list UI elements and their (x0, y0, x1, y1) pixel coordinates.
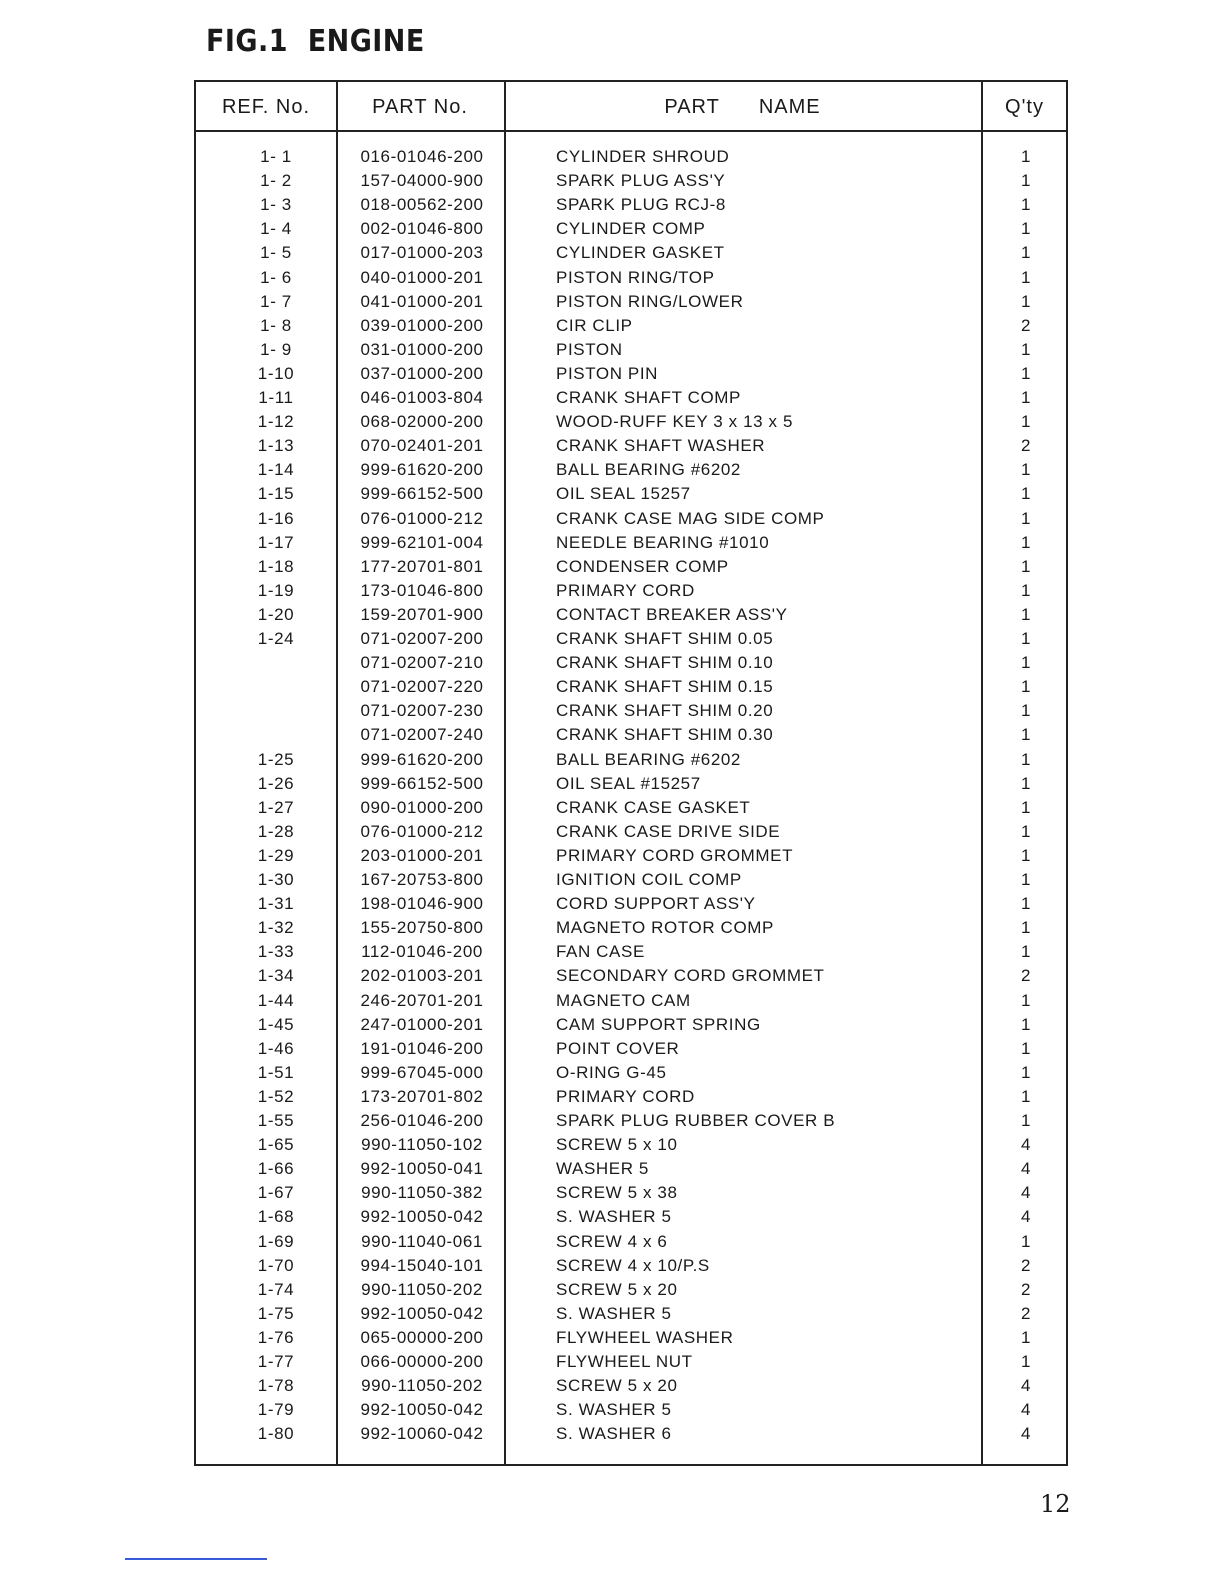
part-no-cell: 071-02007-200 (360, 629, 484, 648)
ref-cell: 1- 7 (260, 291, 292, 311)
qty-cell: 1 (1020, 412, 1032, 432)
table-row (196, 458, 1066, 482)
part-no-cell: 990-11040-061 (361, 1231, 483, 1251)
part-no-cell: 246-20701-201 (360, 990, 484, 1010)
part-no-cell: 990-11050-202 (361, 1376, 483, 1396)
part-name-cell: S. WASHER 5 (556, 1207, 672, 1227)
part-no-cell: 037-01000-200 (360, 363, 484, 383)
ref-cell: 1-77 (257, 1352, 295, 1371)
part-name-cell: CRANK SHAFT WASHER (556, 436, 766, 456)
part-no-cell: 173-20701-802 (360, 1086, 484, 1106)
part-name-cell: OIL SEAL #15257 (556, 773, 701, 793)
ref-cell: 1- 4 (260, 219, 292, 239)
part-no-cell: 990-11050-382 (361, 1183, 483, 1203)
qty-cell: 1 (1020, 1014, 1032, 1034)
table-row (196, 1133, 1066, 1157)
table-row (196, 145, 1066, 169)
part-name-cell: BALL BEARING #6202 (556, 749, 741, 769)
part-name-cell: SPARK PLUG ASS'Y (556, 171, 726, 191)
ref-cell: 1-44 (257, 990, 295, 1010)
part-no-cell: 040-01000-201 (360, 267, 484, 287)
part-no-cell: 018-00562-200 (360, 195, 484, 215)
table-row (196, 507, 1066, 531)
table-row (196, 675, 1066, 699)
table-row (196, 796, 1066, 820)
ref-cell: 1-75 (257, 1303, 295, 1323)
table-row (196, 1350, 1066, 1374)
part-no-cell: 999-66152-500 (360, 484, 484, 504)
qty-cell: 1 (1020, 749, 1032, 769)
part-name-cell: PISTON (556, 339, 623, 359)
header-qty: Q'ty (1005, 96, 1044, 118)
part-name-cell: PISTON RING/LOWER (556, 291, 744, 311)
part-no-cell: 159-20701-900 (360, 604, 484, 624)
table-row (196, 844, 1066, 868)
qty-cell: 1 (1020, 363, 1032, 383)
qty-cell: 1 (1020, 1352, 1032, 1371)
qty-cell: 1 (1020, 653, 1032, 673)
figure-label: FIG.1 (206, 24, 288, 59)
part-no-cell: 992-10050-042 (360, 1207, 484, 1227)
qty-cell: 1 (1020, 1327, 1032, 1347)
qty-cell: 2 (1020, 966, 1032, 986)
qty-cell: 1 (1020, 291, 1032, 311)
table-row (196, 940, 1066, 964)
qty-cell: 1 (1020, 773, 1032, 793)
ref-cell: 1- 2 (260, 171, 292, 191)
part-no-cell: 016-01046-200 (360, 147, 484, 166)
qty-cell: 1 (1020, 845, 1032, 865)
page-number: 12 (1040, 1490, 1071, 1518)
ref-cell: 1-80 (257, 1424, 295, 1444)
qty-cell: 1 (1020, 388, 1032, 407)
part-name-cell: IGNITION COIL COMP (556, 870, 742, 889)
ref-cell: 1-26 (257, 773, 295, 793)
table-row (196, 1205, 1066, 1229)
qty-cell: 1 (1020, 1111, 1032, 1130)
part-name-cell: PISTON PIN (556, 363, 659, 383)
qty-cell: 1 (1020, 870, 1032, 889)
qty-cell: 1 (1020, 1038, 1032, 1058)
table-row (196, 1181, 1066, 1205)
part-name-cell: SCREW 5 x 38 (556, 1183, 678, 1203)
ref-cell: 1-12 (257, 412, 295, 432)
ref-cell: 1-34 (257, 966, 295, 986)
part-no-cell: 071-02007-230 (360, 701, 484, 721)
part-no-cell: 076-01000-212 (360, 821, 484, 841)
part-no-cell: 999-61620-200 (360, 460, 484, 480)
part-name-cell: CRANK CASE DRIVE SIDE (556, 821, 781, 841)
qty-cell: 1 (1020, 701, 1032, 721)
table-row (196, 699, 1066, 723)
ref-cell: 1-18 (257, 556, 295, 576)
part-name-cell: OIL SEAL 15257 (556, 484, 691, 504)
part-name-cell: SECONDARY CORD GROMMET (556, 966, 825, 986)
qty-cell: 1 (1020, 797, 1032, 817)
part-name-cell: MAGNETO ROTOR COMP (556, 918, 774, 938)
table-row (196, 603, 1066, 627)
part-name-cell: CYLINDER COMP (556, 219, 706, 239)
qty-cell: 1 (1020, 942, 1032, 962)
part-name-cell: CRANK SHAFT SHIM 0.05 (556, 629, 774, 648)
part-no-cell: 070-02401-201 (360, 436, 484, 456)
ref-cell: 1-11 (258, 388, 294, 407)
part-name-cell: FLYWHEEL WASHER (556, 1327, 734, 1347)
ref-cell: 1-19 (257, 580, 295, 600)
part-name-cell: CYLINDER GASKET (556, 243, 725, 263)
part-no-cell: 039-01000-200 (360, 315, 484, 335)
qty-cell: 1 (1020, 677, 1032, 697)
qty-cell: 1 (1020, 556, 1032, 576)
part-no-cell: 031-01000-200 (360, 339, 484, 359)
part-name-cell: SCREW 4 x 10/P.S (556, 1255, 710, 1275)
table-row (196, 651, 1066, 675)
qty-cell: 1 (1020, 629, 1032, 648)
ref-cell: 1- 1 (260, 147, 292, 166)
part-name-cell: BALL BEARING #6202 (556, 460, 741, 480)
part-no-cell: 992-10060-042 (360, 1424, 484, 1444)
part-no-cell: 198-01046-900 (360, 894, 484, 914)
table-row (196, 723, 1066, 747)
table-row (196, 169, 1066, 193)
ref-cell: 1- 3 (260, 195, 292, 215)
part-no-cell: 041-01000-201 (360, 291, 484, 311)
table-row (196, 1085, 1066, 1109)
table-row (196, 868, 1066, 892)
part-no-cell: 202-01003-201 (360, 966, 484, 986)
part-name-cell: SCREW 5 x 10 (556, 1135, 678, 1155)
part-name-cell: CRANK SHAFT SHIM 0.30 (556, 725, 774, 745)
part-name-cell: SCREW 5 x 20 (556, 1376, 678, 1396)
part-name-cell: S. WASHER 6 (556, 1424, 672, 1444)
qty-cell: 1 (1020, 821, 1032, 841)
part-name-cell: WASHER 5 (556, 1159, 649, 1179)
table-row (196, 1278, 1066, 1302)
part-name-cell: CAM SUPPORT SPRING (556, 1014, 761, 1034)
ref-cell: 1-24 (257, 629, 295, 648)
part-no-cell: 017-01000-203 (360, 243, 484, 263)
qty-cell: 1 (1020, 484, 1032, 504)
part-name-cell: FAN CASE (556, 942, 645, 962)
part-no-cell: 999-67045-000 (360, 1062, 484, 1082)
ref-cell: 1-20 (257, 604, 295, 624)
ref-cell: 1-52 (257, 1086, 295, 1106)
part-name-cell: WOOD-RUFF KEY 3 x 13 x 5 (556, 412, 794, 432)
part-no-cell: 173-01046-800 (360, 580, 484, 600)
ref-cell: 1-67 (257, 1183, 295, 1203)
part-no-cell: 999-61620-200 (360, 749, 484, 769)
ref-cell: 1- 6 (260, 267, 292, 287)
ref-cell: 1- 5 (260, 243, 292, 263)
ref-cell: 1-13 (257, 436, 295, 456)
table-row (196, 338, 1066, 362)
table-row (196, 1230, 1066, 1254)
figure-name: ENGINE (307, 24, 425, 59)
qty-cell: 4 (1020, 1400, 1032, 1420)
ref-cell: 1-76 (257, 1327, 295, 1347)
part-no-cell: 247-01000-201 (360, 1014, 484, 1034)
part-name-cell: CYLINDER SHROUD (556, 147, 730, 166)
qty-cell: 4 (1020, 1207, 1032, 1227)
ref-cell: 1-29 (257, 845, 295, 865)
ref-cell: 1-10 (257, 363, 295, 383)
ref-cell: 1-68 (257, 1207, 295, 1227)
table-row (196, 989, 1066, 1013)
ref-cell: 1- 9 (260, 339, 292, 359)
qty-cell: 2 (1020, 1303, 1032, 1323)
table-row (196, 241, 1066, 265)
ref-cell: 1-45 (257, 1014, 295, 1034)
header-part-no: PART No. (372, 96, 468, 118)
parts-table (194, 80, 1068, 1466)
part-no-cell: 002-01046-800 (360, 219, 484, 239)
table-row (196, 964, 1066, 988)
qty-cell: 4 (1020, 1159, 1032, 1179)
ref-cell: 1-51 (257, 1062, 295, 1082)
part-name-cell: MAGNETO CAM (556, 990, 691, 1010)
table-row (196, 748, 1066, 772)
part-no-cell: 071-02007-210 (360, 653, 484, 673)
table-row (196, 362, 1066, 386)
table-row (196, 290, 1066, 314)
part-name-cell: CORD SUPPORT ASS'Y (556, 894, 756, 914)
qty-cell: 1 (1020, 725, 1032, 745)
ref-cell: 1-17 (257, 532, 295, 552)
ref-cell: 1-55 (257, 1111, 295, 1130)
part-name-cell: POINT COVER (556, 1038, 680, 1058)
part-no-cell: 071-02007-240 (360, 725, 484, 745)
table-row (196, 193, 1066, 217)
qty-cell: 4 (1020, 1135, 1032, 1155)
part-no-cell: 999-66152-500 (360, 773, 484, 793)
table-header (196, 82, 1066, 132)
part-no-cell: 046-01003-804 (360, 388, 484, 407)
table-row (196, 482, 1066, 506)
ref-cell: 1-14 (257, 460, 295, 480)
qty-cell: 1 (1020, 339, 1032, 359)
qty-cell: 1 (1020, 990, 1032, 1010)
qty-cell: 2 (1020, 315, 1032, 335)
ref-cell: 1-32 (257, 918, 295, 938)
qty-cell: 4 (1020, 1183, 1032, 1203)
ref-cell: 1-46 (257, 1038, 295, 1058)
qty-cell: 1 (1020, 171, 1032, 191)
part-no-cell: 992-10050-042 (360, 1400, 484, 1420)
table-row (196, 1422, 1066, 1446)
qty-cell: 2 (1020, 1279, 1032, 1299)
table-row (196, 627, 1066, 651)
part-no-cell: 090-01000-200 (360, 797, 484, 817)
qty-cell: 2 (1020, 1255, 1032, 1275)
qty-cell: 1 (1020, 604, 1032, 624)
qty-cell: 1 (1020, 147, 1032, 166)
part-no-cell: 076-01000-212 (360, 508, 484, 528)
table-row (196, 217, 1066, 241)
ref-cell: 1-27 (257, 797, 295, 817)
ref-cell: 1-79 (257, 1400, 295, 1420)
part-no-cell: 999-62101-004 (360, 532, 484, 552)
ref-cell: 1-33 (257, 942, 295, 962)
part-no-cell: 177-20701-801 (360, 556, 484, 576)
qty-cell: 1 (1020, 1062, 1032, 1082)
qty-cell: 2 (1020, 436, 1032, 456)
table-row (196, 1326, 1066, 1350)
table-row (196, 892, 1066, 916)
figure-title (206, 24, 425, 59)
qty-cell: 1 (1020, 894, 1032, 914)
part-name-cell: CRANK SHAFT SHIM 0.15 (556, 677, 774, 697)
table-row (196, 410, 1066, 434)
ref-cell: 1-31 (257, 894, 295, 914)
qty-cell: 1 (1020, 195, 1032, 215)
ref-cell: 1-69 (257, 1231, 295, 1251)
ref-cell: 1-74 (257, 1279, 295, 1299)
table-row (196, 1302, 1066, 1326)
table-row (196, 1109, 1066, 1133)
table-row (196, 555, 1066, 579)
qty-cell: 1 (1020, 460, 1032, 480)
part-name-cell: CRANK SHAFT SHIM 0.10 (556, 653, 774, 673)
qty-cell: 1 (1020, 1086, 1032, 1106)
qty-cell: 1 (1020, 267, 1032, 287)
part-name-cell: PISTON RING/TOP (556, 267, 715, 287)
table-row (196, 1254, 1066, 1278)
qty-cell: 1 (1020, 243, 1032, 263)
qty-cell: 1 (1020, 1231, 1032, 1251)
part-no-cell: 990-11050-102 (361, 1135, 483, 1155)
divider-line (125, 1558, 267, 1560)
part-name-cell: PRIMARY CORD GROMMET (556, 845, 794, 865)
table-row (196, 434, 1066, 458)
part-name-cell: CIR CLIP (556, 315, 633, 335)
ref-cell: 1- 8 (260, 315, 292, 335)
ref-cell: 1-66 (257, 1159, 295, 1179)
part-name-cell: S. WASHER 5 (556, 1400, 672, 1420)
part-name-cell: NEEDLE BEARING #1010 (556, 532, 770, 552)
part-name-cell: FLYWHEEL NUT (556, 1352, 693, 1371)
table-row (196, 1374, 1066, 1398)
table-row (196, 1398, 1066, 1422)
qty-cell: 1 (1020, 219, 1032, 239)
qty-cell: 1 (1020, 508, 1032, 528)
part-no-cell: 191-01046-200 (360, 1038, 484, 1058)
part-no-cell: 112-01046-200 (361, 942, 483, 962)
part-name-cell: O-RING G-45 (556, 1062, 667, 1082)
part-no-cell: 994-15040-101 (360, 1255, 484, 1275)
table-row (196, 772, 1066, 796)
part-no-cell: 157-04000-900 (360, 171, 484, 191)
part-no-cell: 065-00000-200 (360, 1327, 484, 1347)
qty-cell: 1 (1020, 532, 1032, 552)
part-no-cell: 992-10050-041 (360, 1159, 484, 1179)
table-row (196, 531, 1066, 555)
part-no-cell: 256-01046-200 (360, 1111, 484, 1130)
qty-cell: 1 (1020, 918, 1032, 938)
part-no-cell: 990-11050-202 (361, 1279, 483, 1299)
ref-cell: 1-15 (257, 484, 295, 504)
part-no-cell: 992-10050-042 (360, 1303, 484, 1323)
qty-cell: 4 (1020, 1376, 1032, 1396)
header-part-name: PART NAME (664, 96, 821, 118)
part-name-cell: SCREW 5 x 20 (556, 1279, 678, 1299)
part-name-cell: PRIMARY CORD (556, 580, 695, 600)
table-row (196, 1157, 1066, 1181)
part-name-cell: CRANK CASE MAG SIDE COMP (556, 508, 825, 528)
table-row (196, 266, 1066, 290)
part-no-cell: 155-20750-800 (360, 918, 484, 938)
ref-cell: 1-78 (257, 1376, 295, 1396)
part-name-cell: SCREW 4 x 6 (556, 1231, 668, 1251)
ref-cell: 1-70 (257, 1255, 295, 1275)
qty-cell: 4 (1020, 1424, 1032, 1444)
part-name-cell: CONTACT BREAKER ASS'Y (556, 604, 788, 624)
part-name-cell: CONDENSER COMP (556, 556, 729, 576)
table-row (196, 1013, 1066, 1037)
table-row (196, 820, 1066, 844)
part-name-cell: SPARK PLUG RCJ-8 (556, 195, 726, 215)
ref-cell: 1-25 (257, 749, 295, 769)
header-ref-no: REF. No. (221, 96, 311, 118)
part-no-cell: 167-20753-800 (360, 870, 484, 889)
part-name-cell: CRANK CASE GASKET (556, 797, 751, 817)
table-row (196, 916, 1066, 940)
table-row (196, 1061, 1066, 1085)
part-name-cell: PRIMARY CORD (556, 1086, 695, 1106)
table-row (196, 579, 1066, 603)
part-no-cell: 068-02000-200 (360, 412, 484, 432)
table-row (196, 386, 1066, 410)
ref-cell: 1-65 (257, 1135, 295, 1155)
ref-cell: 1-30 (257, 870, 295, 889)
ref-cell: 1-16 (257, 508, 295, 528)
part-name-cell: S. WASHER 5 (556, 1303, 672, 1323)
part-name-cell: CRANK SHAFT SHIM 0.20 (556, 701, 774, 721)
table-row (196, 1037, 1066, 1061)
part-no-cell: 071-02007-220 (360, 677, 484, 697)
part-no-cell: 066-00000-200 (360, 1352, 484, 1371)
qty-cell: 1 (1020, 580, 1032, 600)
part-name-cell: SPARK PLUG RUBBER COVER B (556, 1111, 836, 1130)
ref-cell: 1-28 (257, 821, 295, 841)
part-name-cell: CRANK SHAFT COMP (556, 388, 741, 407)
table-row (196, 314, 1066, 338)
part-no-cell: 203-01000-201 (360, 845, 484, 865)
